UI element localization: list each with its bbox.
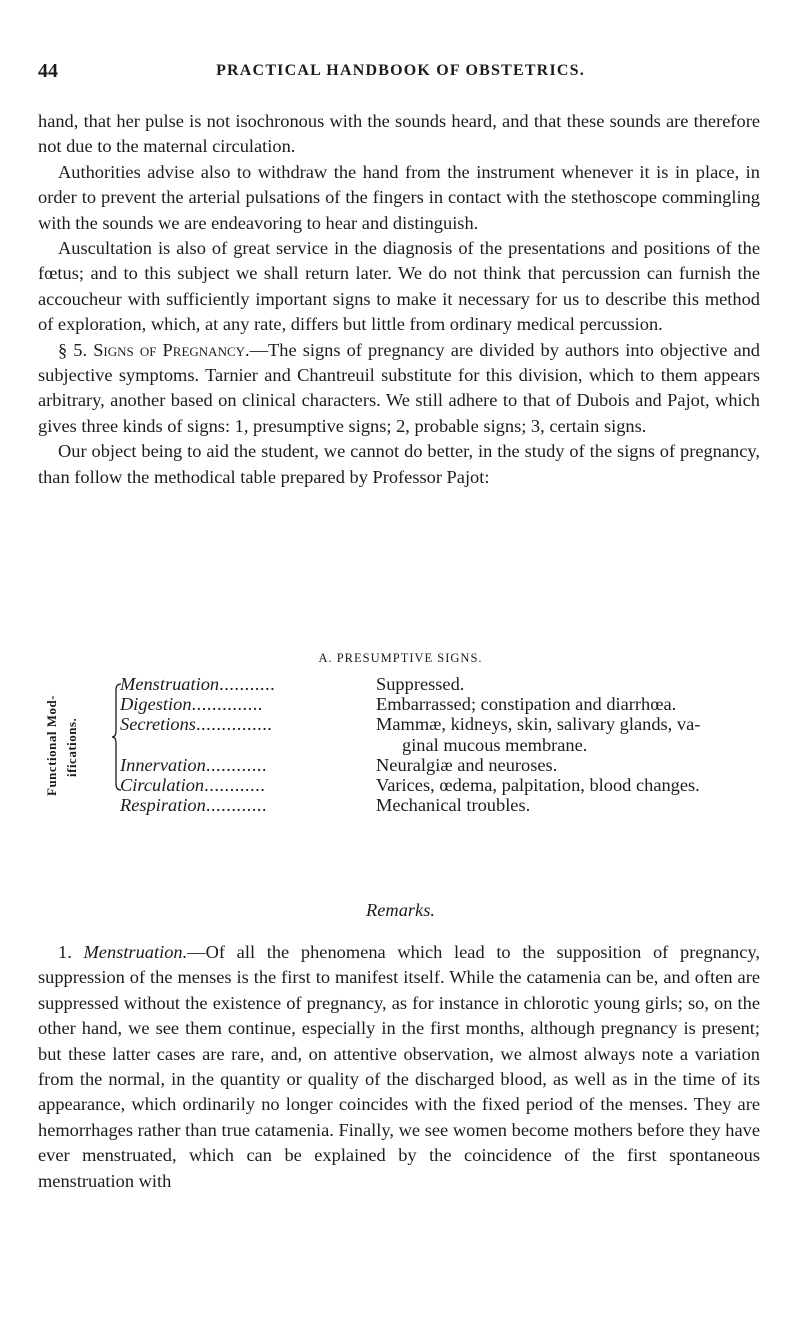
table-row	[120, 775, 765, 795]
paragraph: Auscultation is also of great service in the diagnosis of the presentations and positions of the fœtus; and to this subject we shall return later. We do not think that percussion can furnish the accoucheur with sufficiently important signs to make it necessary for us to describe this method of exploration, which, at any rate, differs but little from ordinary medical percussion.	[38, 238, 760, 335]
row-desc: ginal mucous membrane.	[402, 734, 588, 755]
side-label	[40, 682, 96, 796]
table-row	[120, 735, 765, 755]
row-desc: Mechanical troubles.	[376, 795, 531, 816]
table-row	[120, 714, 765, 734]
row-desc: Mammæ, kidneys, skin, salivary glands, va-	[376, 714, 701, 735]
table-heading: A. PRESUMPTIVE SIGNS.	[318, 651, 483, 665]
page-number: 44	[38, 60, 58, 82]
section-text: —The signs of pregnancy are divided by authors into objective and subjective symptoms. Tarnier and Chantreuil substitute for this division, which to them appears arbitrary, another based on clinical characters. We still adhere to that of Dubois and Pajot, which gives three kinds of signs: 1, presumptive signs; 2, probable signs; 3, certain signs.	[38, 339, 761, 436]
remark-term: Menstruation.	[83, 942, 188, 962]
body-text-bottom	[38, 940, 760, 1194]
row-term: Respiration............	[120, 795, 267, 816]
signs-table	[120, 674, 765, 815]
row-term: Menstruation...........	[120, 674, 276, 694]
table-row	[120, 755, 765, 775]
remark-text: —Of all the phenomena which lead to the supposition of pregnancy, suppression of the menses is the first to manifest itself. While the catamenia can be, and often are suppressed without the existence of pregnancy, as for instance in chlorotic young girls; so, on the other hand, we see them continue, especially in the first months, although pregnancy is present; but these latter cases are rare, and, on attentive observation, we almost always note a variation from the normal, in the quantity or quality of the discharged blood, as well as in the time of its appearance, which ordinarily no longer coincides with the fixed period of the menses. They are hemorrhages rather than true catamenia. Finally, we see women become mothers before they have ever menstruated, which can be explained by the coincidence of the first spontaneous menstruation with	[38, 942, 760, 1191]
remark-number: 1.	[58, 942, 84, 962]
page-header	[38, 60, 763, 84]
row-desc: Neuralgiæ and neuroses.	[376, 754, 558, 775]
row-desc: Embarrassed; constipation and diarrhœa.	[376, 694, 677, 715]
row-desc: Suppressed.	[376, 674, 465, 694]
table-row	[120, 694, 765, 714]
section-number: § 5.	[58, 339, 94, 360]
remarks-title: Remarks.	[366, 900, 435, 920]
paragraph: hand, that her pulse is not isochronous with the sounds heard, and that these sounds are therefore not due to the maternal circulation.	[38, 111, 760, 157]
table-row	[120, 674, 765, 694]
running-head: PRACTICAL HANDBOOK OF OBSTETRICS.	[216, 62, 585, 79]
row-term: Innervation............	[120, 754, 267, 775]
row-term: Secretions...............	[120, 714, 273, 735]
row-term: Circulation............	[120, 774, 266, 795]
row-desc: Varices, œdema, palpitation, blood changes.	[376, 774, 700, 795]
row-term: Digestion..............	[120, 694, 263, 715]
paragraph: Our object being to aid the student, we cannot do better, in the study of the signs of pregnancy, than follow the methodical table prepared by Professor Pajot:	[38, 441, 760, 487]
section-heading-inline: Signs of Pregnancy.	[93, 339, 250, 360]
paragraph-section-5	[38, 338, 760, 440]
side-label-line1: Functional Mod-	[44, 694, 59, 796]
table-row	[120, 795, 765, 815]
side-label-line2: ifications.	[64, 717, 79, 777]
paragraph: Authorities advise also to withdraw the hand from the instrument whenever it is in place, in order to prevent the arterial pulsations of the fingers in contact with the stethoscope commingling with the sounds we are endeavoring to hear and distinguish.	[38, 161, 760, 233]
paragraph-remark-1	[38, 940, 760, 1194]
body-text-top	[38, 109, 760, 490]
